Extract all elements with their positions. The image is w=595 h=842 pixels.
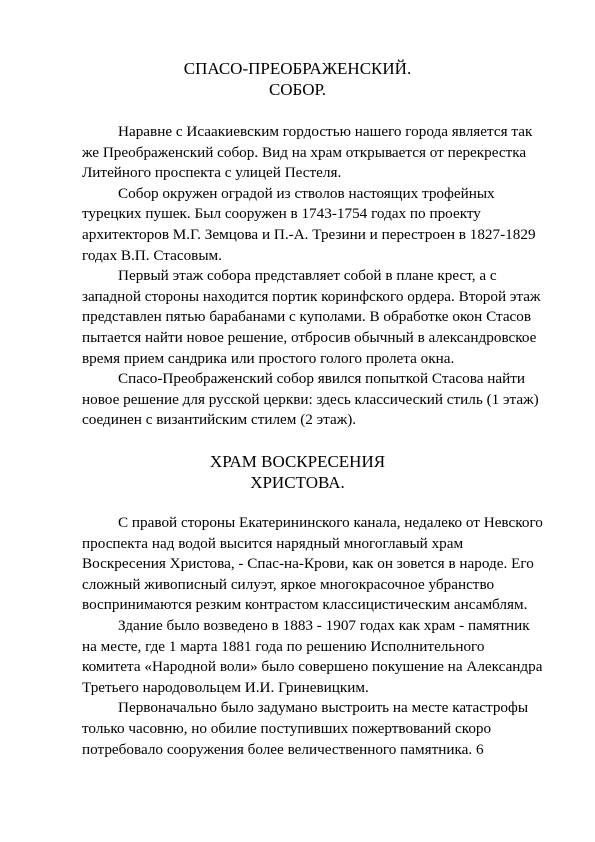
section2-body [82,513,544,760]
paragraph: Первый этаж собора представляет собой в плане крест, а с западной стороны находится портик коринфского ордера. Второй этаж представлен пятью барабанами с куполами. В обработке окон Стасов пытается найти новое решение, отбросив обычный в александровское время прием сандрика или простого голого пролета окна. [82,267,541,367]
paragraph: Собор окружен оградой из стволов настоящих трофейных турецких пушек. Был сооружен в 1743-1754 годах по проекту архитекторов М.Г. Земцова и П.-А. Трезини и перестроен в 1827-1829 годах В.П. Стасовым. [82,184,536,264]
section1-title [0,58,595,100]
section2-title-line1: ХРАМ ВОСКРЕСЕНИЯ [209,452,386,471]
paragraph: Здание было возведено в 1883 - 1907 годах как храм - памятник на месте, где 1 марта 1881 года по решению Исполнительного комитета «Народной воли» было совершено покушение на Александра Третьего народовольцем И.И. Гриневицким. [82,616,543,696]
section2-title-line2: ХРИСТОВА. [250,473,345,492]
section1-title-line1: СПАСО-ПРЕОБРАЖЕНСКИЙ. [183,59,412,78]
section2-title [0,451,595,493]
paragraph: Первоначально было задумано выстроить на месте катастрофы только часовню, но обилие поступивших пожертвований скоро потребовало сооружения более величественного памятника. 6 [82,699,529,758]
paragraph: Спасо-Преображенский собор явился попыткой Стасова найти новое решение для русской церкви: здесь классический стиль (1 этаж) соединен с византийским стилем (2 этаж). [82,370,539,429]
section1-title-line2: СОБОР. [268,80,327,99]
paragraph: С правой стороны Екатерининского канала, недалеко от Невского проспекта над водой высится нарядный многоглавый храм Воскресения Христова, - Спас-на-Крови, как он зовется в народе. Его сложный живописный силуэт, яркое многокрасочное убранство воспринимаются резким контрастом классицистическим ансамблям. [82,514,543,614]
paragraph: Наравне с Исаакиевским гордостью нашего города является так же Преображенский собор. Вид на храм открывается от перекрестка Литейного проспекта с улицей Пестеля. [82,123,533,182]
section1-body [82,122,544,431]
